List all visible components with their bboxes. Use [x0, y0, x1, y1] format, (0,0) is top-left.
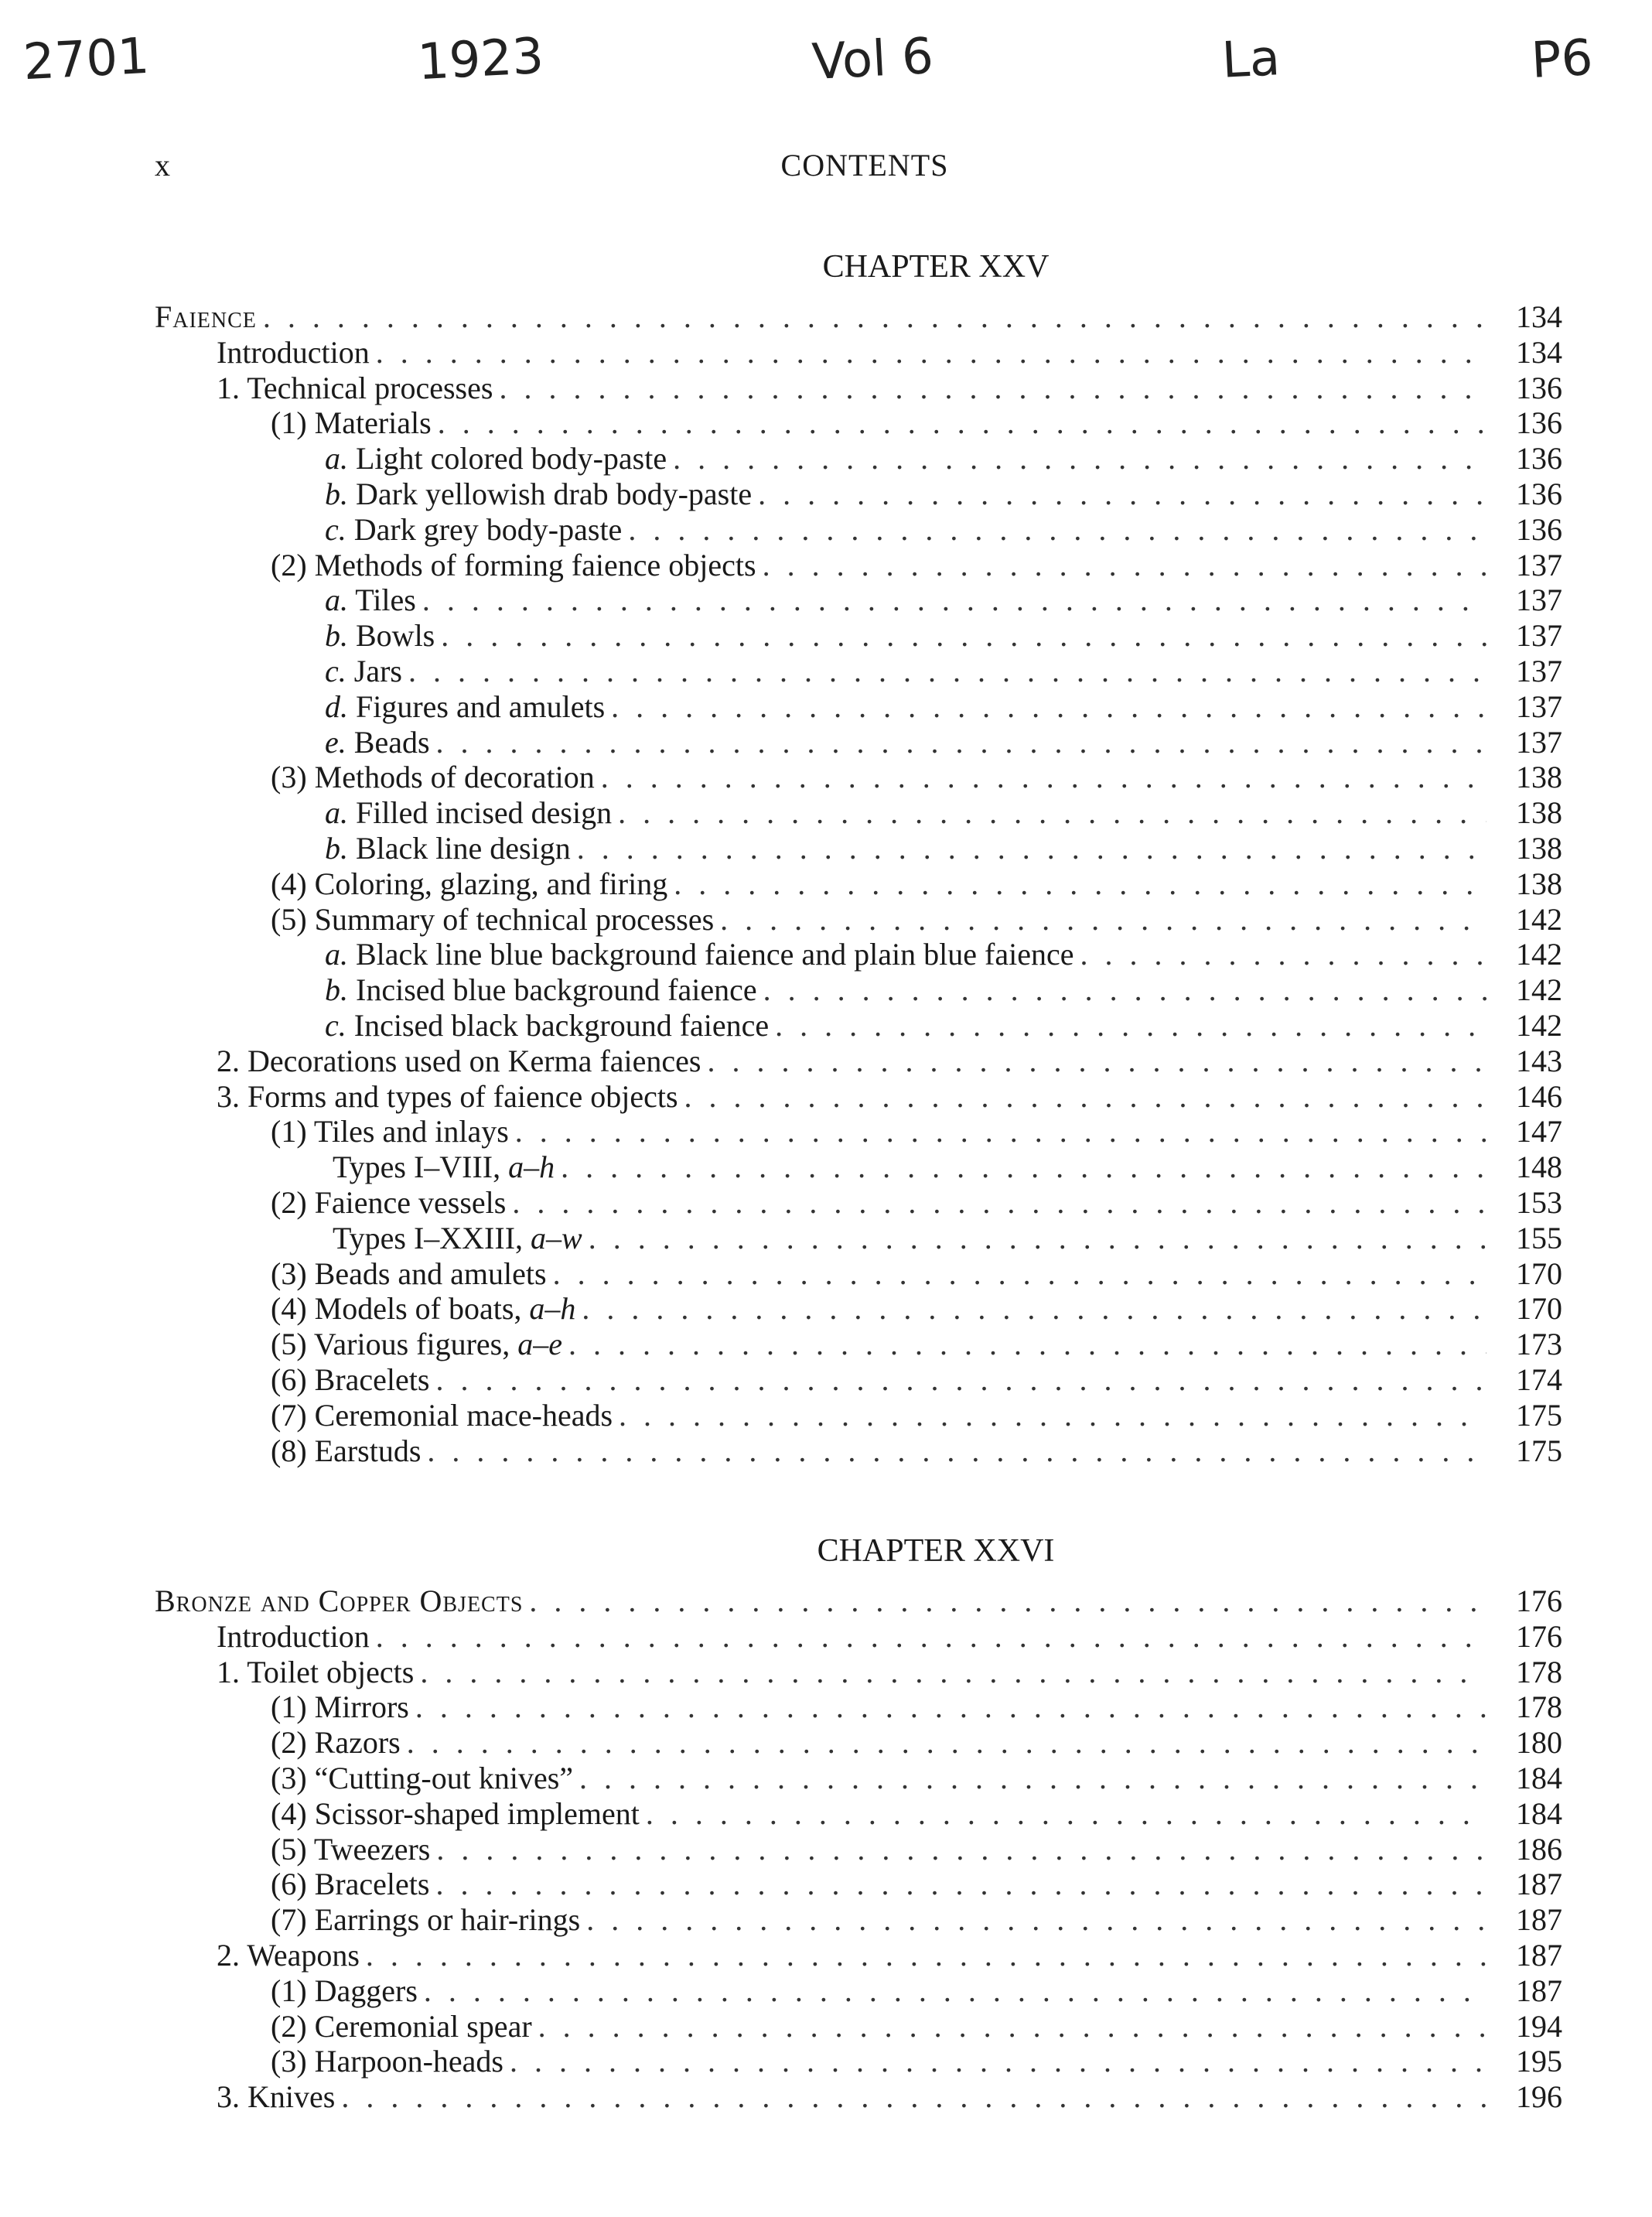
toc-number: c. [325, 1007, 346, 1043]
dot-leader [577, 831, 1486, 866]
toc-page: 184 [1516, 1795, 1562, 1831]
chapter-xxv [155, 244, 1562, 1468]
toc-entry[interactable] [155, 1902, 1562, 1938]
toc-label: Dark grey body-paste [353, 511, 623, 547]
toc-label-italic: a–h [529, 1291, 576, 1327]
toc-entry[interactable] [155, 1398, 1562, 1433]
toc-number: 3. [217, 2079, 240, 2115]
toc-page: 176 [1516, 1618, 1562, 1654]
dot-leader [438, 405, 1486, 441]
dot-leader [499, 371, 1486, 406]
toc-page: 142 [1516, 901, 1562, 937]
toc-page: 194 [1516, 2008, 1562, 2044]
toc-label: Forms and types of faience objects [247, 1078, 678, 1114]
toc-page: 138 [1516, 830, 1562, 866]
toc-page: 148 [1516, 1149, 1562, 1185]
dot-leader [529, 1583, 1486, 1619]
toc-entry[interactable] [155, 1655, 1562, 1690]
toc-number: e. [325, 724, 346, 760]
toc-entry[interactable] [155, 2044, 1562, 2079]
toc-number: (1) [271, 1973, 307, 2008]
toc-label: Bracelets [314, 1867, 430, 1902]
toc-entry[interactable] [155, 1725, 1562, 1761]
dot-leader [515, 1114, 1486, 1149]
toc-number: a. [325, 441, 348, 477]
toc-label: Coloring, glazing, and firing [314, 866, 668, 901]
toc-page: 187 [1516, 1973, 1562, 2008]
toc-label: Summary of technical processes [314, 901, 715, 937]
toc-label: Black line blue background faience and plain blue faience [356, 937, 1074, 972]
toc-number: (3) [271, 1760, 307, 1795]
toc-entry[interactable] [155, 335, 1562, 371]
handwritten-note-la: La [1220, 29, 1282, 90]
toc-page: 170 [1516, 1255, 1562, 1291]
toc-page: 187 [1516, 1937, 1562, 1973]
toc-entry[interactable] [155, 582, 1562, 618]
toc-number: a. [325, 582, 348, 618]
dot-leader [376, 335, 1486, 371]
handwritten-id: 2701 [22, 27, 151, 92]
toc-number: b. [325, 476, 348, 511]
dot-leader [415, 1689, 1486, 1725]
toc-number: 1. [217, 370, 240, 405]
handwritten-note-p6: P6 [1530, 29, 1595, 91]
toc-entry[interactable] [155, 1583, 1562, 1619]
toc-entry[interactable] [155, 1867, 1562, 1902]
toc-entry[interactable] [155, 725, 1562, 760]
dot-leader [422, 582, 1486, 618]
dot-leader [758, 477, 1486, 512]
toc-page: 175 [1516, 1397, 1562, 1433]
toc-entry[interactable] [155, 1938, 1562, 1973]
toc-number: (2) [271, 2008, 307, 2044]
toc-page: 138 [1516, 795, 1562, 831]
toc-entry[interactable] [155, 441, 1562, 477]
dot-leader [341, 2079, 1486, 2115]
toc-entry[interactable] [155, 1114, 1562, 1149]
toc-entry[interactable] [155, 1619, 1562, 1655]
toc-label: Weapons [247, 1937, 360, 1973]
toc-label: Methods of forming faience objects [314, 547, 756, 582]
toc-page: 143 [1516, 1043, 1562, 1078]
dot-leader [366, 1938, 1486, 1973]
toc-label: Ceremonial spear [314, 2008, 532, 2044]
dot-leader [436, 1832, 1486, 1867]
toc-label: Knives [247, 2079, 336, 2115]
toc-entry[interactable] [155, 831, 1562, 866]
page-title: CONTENTS [780, 148, 949, 183]
dot-leader [510, 2044, 1486, 2079]
dot-leader [601, 760, 1486, 795]
toc-number: (3) [271, 760, 307, 795]
toc-entry[interactable] [155, 1327, 1562, 1362]
toc-label: “Cutting-out knives” [314, 1760, 574, 1795]
dot-leader [561, 1149, 1486, 1185]
toc-page: 136 [1516, 370, 1562, 405]
toc-label: Technical processes [247, 370, 493, 405]
toc-page: 137 [1516, 653, 1562, 688]
toc-label: Jars [353, 653, 402, 688]
toc-entry[interactable] [155, 405, 1562, 441]
toc-page: 187 [1516, 1902, 1562, 1938]
toc-page: 170 [1516, 1291, 1562, 1327]
toc-number: (2) [271, 1184, 307, 1220]
toc-page: 142 [1516, 937, 1562, 972]
toc-label: Figures and amulets [356, 688, 606, 724]
toc-number: (7) [271, 1902, 307, 1938]
toc-entry[interactable] [155, 760, 1562, 795]
dot-leader [674, 866, 1486, 902]
toc-entry[interactable] [155, 1796, 1562, 1832]
toc-entry[interactable] [155, 795, 1562, 831]
dot-leader [512, 1185, 1486, 1221]
dot-leader [441, 618, 1486, 654]
toc-entry[interactable] [155, 654, 1562, 689]
toc-label: Incised black background faience [353, 1007, 770, 1043]
toc-label: Tiles [355, 582, 416, 618]
toc-label: Razors [314, 1725, 401, 1761]
toc-entry[interactable] [155, 2009, 1562, 2044]
toc-page: 184 [1516, 1760, 1562, 1795]
toc-label: Incised blue background faience [356, 972, 757, 1008]
toc-page: 134 [1516, 299, 1562, 334]
toc-label: Toilet objects [247, 1654, 415, 1689]
toc-number: (1) [271, 1114, 307, 1149]
toc-label-italic: a–w [531, 1220, 582, 1255]
toc-number: d. [325, 688, 348, 724]
toc-number: 3. [217, 1078, 240, 1114]
toc-page: 178 [1516, 1689, 1562, 1725]
toc-page: 138 [1516, 866, 1562, 901]
toc-page: 142 [1516, 1007, 1562, 1043]
dot-leader [436, 725, 1486, 760]
toc-number: (7) [271, 1397, 307, 1433]
toc-label: Dark yellowish drab body-paste [356, 476, 753, 511]
toc-label: Bowls [356, 618, 435, 654]
toc-entry[interactable] [155, 618, 1562, 654]
toc-label: Mirrors [314, 1689, 409, 1725]
toc-page: 137 [1516, 547, 1562, 582]
toc-page: 175 [1516, 1433, 1562, 1468]
dot-leader [408, 654, 1486, 689]
toc-number: a. [325, 937, 348, 972]
toc-entry[interactable] [155, 371, 1562, 406]
toc-page: 138 [1516, 760, 1562, 795]
toc-number: (1) [271, 405, 307, 441]
running-head [0, 147, 1652, 193]
toc-number: (1) [271, 1689, 307, 1725]
toc-entry[interactable] [155, 1362, 1562, 1398]
dot-leader [582, 1291, 1486, 1327]
dot-leader [376, 1619, 1486, 1655]
toc-number: (4) [271, 866, 307, 901]
toc-entry[interactable] [155, 512, 1562, 548]
toc-number: c. [325, 511, 346, 547]
dot-leader [427, 1433, 1486, 1469]
toc-number: (4) [271, 1291, 307, 1327]
toc-page: 173 [1516, 1327, 1562, 1362]
dot-leader [420, 1655, 1486, 1690]
toc-page: 136 [1516, 511, 1562, 547]
toc-entry[interactable] [155, 2079, 1562, 2115]
toc-label: Scissor-shaped implement [314, 1795, 640, 1831]
dot-leader [579, 1761, 1486, 1796]
dot-leader [707, 1044, 1486, 1079]
dot-leader [611, 689, 1486, 725]
dot-leader [263, 299, 1486, 335]
chapter-heading: CHAPTER XXV [822, 249, 1050, 285]
toc-page: 136 [1516, 476, 1562, 511]
dot-leader [407, 1725, 1486, 1761]
toc-page: 195 [1516, 2044, 1562, 2079]
dot-leader [435, 1362, 1486, 1398]
dot-leader [618, 795, 1486, 831]
toc-number: b. [325, 618, 348, 654]
toc-label: Harpoon-heads [314, 2044, 503, 2079]
toc-entry[interactable] [155, 937, 1562, 972]
toc-entry[interactable] [155, 1221, 1562, 1256]
toc-number: (3) [271, 1255, 307, 1291]
toc-label: Beads and amulets [314, 1255, 547, 1291]
toc-page: 137 [1516, 688, 1562, 724]
dot-leader [763, 972, 1486, 1008]
toc-page: 136 [1516, 441, 1562, 477]
toc-entry[interactable] [155, 1761, 1562, 1796]
toc-page: 142 [1516, 972, 1562, 1008]
toc-label: Introduction [217, 334, 370, 370]
toc-label: Light colored body-paste [356, 441, 667, 477]
toc-label: Faience vessels [314, 1184, 507, 1220]
toc-entry[interactable] [155, 1008, 1562, 1044]
toc-entry[interactable] [155, 1149, 1562, 1185]
toc-page: 178 [1516, 1654, 1562, 1689]
toc-number: 2. [217, 1043, 240, 1078]
toc-label: Various figures, [313, 1327, 518, 1362]
toc-page: 146 [1516, 1078, 1562, 1114]
toc-entry[interactable] [155, 477, 1562, 512]
toc-label: Types I–VIII, [333, 1149, 509, 1185]
toc-page: 174 [1516, 1361, 1562, 1397]
toc-label: Bronze and Copper Objects [155, 1583, 524, 1618]
dot-leader [424, 1973, 1486, 2009]
toc-number: 2. [217, 1937, 240, 1973]
toc-entry[interactable] [155, 866, 1562, 902]
toc-label: Earstuds [314, 1433, 422, 1468]
toc-page: 153 [1516, 1184, 1562, 1220]
page-numeral: x [155, 148, 170, 183]
dot-leader [553, 1256, 1486, 1292]
toc-label: Faience [155, 299, 257, 334]
toc-number: 1. [217, 1654, 240, 1689]
toc-number: a. [325, 795, 348, 831]
dot-leader [673, 441, 1486, 477]
handwritten-volume: Vol 6 [811, 27, 935, 92]
dot-leader [628, 512, 1486, 548]
toc-entry[interactable] [155, 972, 1562, 1008]
dot-leader [684, 1079, 1486, 1115]
toc-page: 186 [1516, 1831, 1562, 1867]
toc-number: c. [325, 653, 346, 688]
dot-leader [646, 1796, 1486, 1832]
chapter-xxvi [155, 1528, 1562, 2115]
toc-label-italic: a–e [517, 1327, 562, 1362]
toc-page: 180 [1516, 1725, 1562, 1761]
toc-number: (2) [271, 547, 307, 582]
toc-label: Filled incised design [356, 795, 613, 831]
toc-label: Beads [353, 724, 430, 760]
toc-entry[interactable] [155, 689, 1562, 725]
toc-number: (4) [271, 1795, 307, 1831]
toc-page: 137 [1516, 582, 1562, 618]
toc-entry[interactable] [155, 1291, 1562, 1327]
dot-leader [568, 1327, 1486, 1362]
toc-entry[interactable] [155, 1433, 1562, 1469]
toc-label: Black line design [356, 830, 571, 866]
toc-number: (6) [271, 1867, 307, 1902]
toc-number: b. [325, 972, 348, 1008]
toc-entry[interactable] [155, 1044, 1562, 1079]
toc-label: Tweezers [313, 1831, 431, 1867]
handwritten-year: 1923 [416, 27, 545, 92]
chapter-heading: CHAPTER XXVI [817, 1533, 1055, 1569]
toc-entry[interactable] [155, 299, 1562, 335]
dot-leader [435, 1867, 1486, 1902]
dot-leader [586, 1902, 1486, 1938]
toc-number: (6) [271, 1361, 307, 1397]
toc-page: 137 [1516, 724, 1562, 760]
toc-number: b. [325, 830, 348, 866]
toc-label-italic: a–h [508, 1149, 555, 1185]
toc-label: Ceremonial mace-heads [314, 1397, 613, 1433]
toc-number: (5) [271, 901, 307, 937]
toc-page: 136 [1516, 405, 1562, 441]
toc-label: Daggers [314, 1973, 418, 2008]
toc-page: 187 [1516, 1867, 1562, 1902]
toc-page: 147 [1516, 1114, 1562, 1149]
toc-number: (5) [271, 1831, 307, 1867]
toc-entry[interactable] [155, 1973, 1562, 2009]
dot-leader [538, 2009, 1486, 2044]
toc-number: (5) [271, 1327, 307, 1362]
toc-label: Materials [314, 405, 432, 441]
toc-number: (2) [271, 1725, 307, 1761]
toc-label: Types I–XXIII, [333, 1220, 531, 1255]
toc-page: 176 [1516, 1583, 1562, 1618]
toc-label: Earrings or hair-rings [314, 1902, 581, 1938]
dot-leader [1080, 937, 1486, 972]
toc-page: 155 [1516, 1220, 1562, 1255]
toc-entry[interactable] [155, 1079, 1562, 1115]
dot-leader [720, 902, 1486, 938]
toc-entry[interactable] [155, 1832, 1562, 1867]
toc-label: Introduction [217, 1618, 370, 1654]
toc-number: (8) [271, 1433, 307, 1468]
toc-entry[interactable] [155, 902, 1562, 938]
dot-leader [775, 1008, 1486, 1044]
toc-label: Decorations used on Kerma faiences [247, 1043, 701, 1078]
toc-entry[interactable] [155, 548, 1562, 583]
toc-label: Tiles and inlays [313, 1114, 509, 1149]
toc-page: 134 [1516, 334, 1562, 370]
toc-page: 137 [1516, 618, 1562, 654]
toc-entry[interactable] [155, 1185, 1562, 1221]
toc-label: Models of boats, [314, 1291, 530, 1327]
toc-entry[interactable] [155, 1689, 1562, 1725]
toc-page: 196 [1516, 2079, 1562, 2115]
toc-label: Bracelets [314, 1361, 430, 1397]
toc-entry[interactable] [155, 1256, 1562, 1292]
toc-label: Methods of decoration [314, 760, 595, 795]
dot-leader [763, 548, 1486, 583]
dot-leader [589, 1221, 1486, 1256]
toc-number: (3) [271, 2044, 307, 2079]
dot-leader [619, 1398, 1486, 1433]
